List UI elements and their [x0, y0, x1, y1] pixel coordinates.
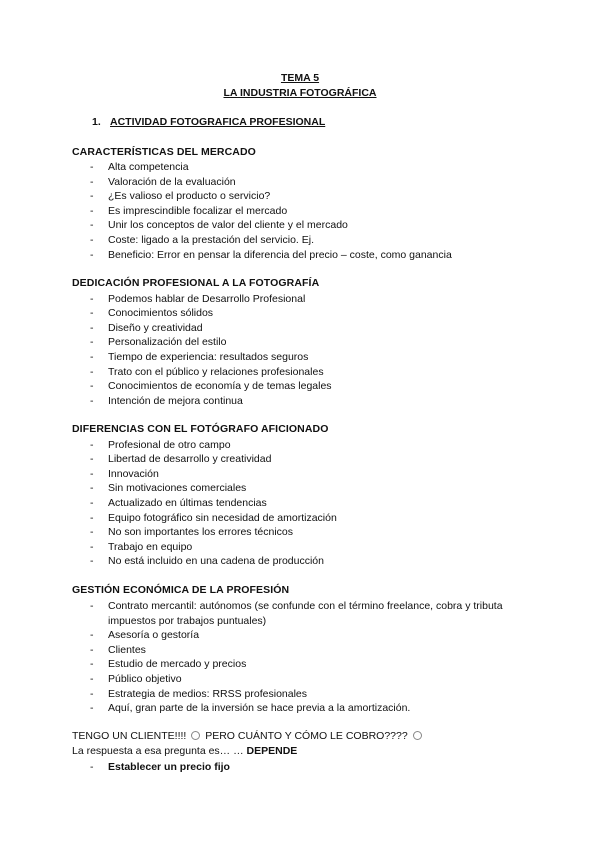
closing-text-c: La respuesta a esa pregunta es… …: [72, 745, 244, 757]
section-title: ACTIVIDAD FOTOGRAFICA PROFESIONAL: [110, 116, 326, 128]
document-page: TEMA 5 LA INDUSTRIA FOTOGRÁFICA 1. ACTIVIDAD FOTOGRAFICA PROFESIONAL CARACTERÍSTICAS DEL MERCADO - Alta competencia - Valoración de la evaluación - ¿Es valioso el producto o servicio? - Es imprescindible focalizar el mercado - Unir los conceptos de valor del cliente y el mercado - Coste: ligado a la prestación del servicio. Ej. - Beneficio: Error en pensar la diferencia del precio – coste, como ganancia DEDICACIÓN PROFESIONAL A LA FOTOGRAFÍA - Podemos hablar de Desarrollo Profesional - Conocimientos sólidos - Diseño y creatividad - Personalización del estilo - Tiempo de experiencia: resultados seguros - Trato con el público y relaciones profesionales - Conocimientos de economía y de temas legales - Intención de mejora continua DIFERENCIAS CON EL FOTÓGRAFO AFICIONADO - Profesional de otro campo - Libertad de desarrollo y creatividad - Innovación - Sin motivaciones comerciales - Actualizado en últimas tendencias - Equipo fotográfico sin necesidad de amortización - No son importantes los errores técnicos - Trabajo en equipo - No está incluido en una cadena de producción GESTIÓN ECONÓMICA DE LA PROFESIÓN - Contrato mercantil: autónomos (se confunde con el término freelance, cobra y tributa impuestos por trabajos puntuales) - Asesoría o gestoría - Clientes - Estudio de mercado y precios - Público objetivo - Estrategia de medios: RRSS profesionales - Aquí, gran parte de la inversión se hace previa a la amortización. TENGO UN CLIENTE!!!! PERO CUÁNTO Y CÓMO LE COBRO???? La respuesta a esa pregunta es… … DEPENDE - Establecer un precio fijo: [0, 0, 600, 848]
heading-mercado: CARACTERÍSTICAS DEL MERCADO: [72, 146, 256, 158]
section-1-heading: [92, 116, 325, 128]
smiley-icon: [191, 731, 200, 740]
closing-emphasis: DEPENDE: [246, 745, 298, 757]
closing-line-1: [72, 730, 424, 742]
heading-diferencias: DIFERENCIAS CON EL FOTÓGRAFO AFICIONADO: [72, 423, 329, 435]
section-number: 1.: [92, 116, 101, 128]
heading-dedicacion: DEDICACIÓN PROFESIONAL A LA FOTOGRAFÍA: [72, 277, 320, 289]
smiley-icon: [413, 731, 422, 740]
heading-gestion: GESTIÓN ECONÓMICA DE LA PROFESIÓN: [72, 584, 290, 596]
closing-text-a: TENGO UN CLIENTE!!!!: [72, 730, 187, 742]
closing-line-2: [72, 745, 297, 757]
closing-text-b: PERO CUÁNTO Y CÓMO LE COBRO????: [205, 730, 408, 742]
tema-subtitle: LA INDUSTRIA FOTOGRÁFICA: [223, 87, 377, 99]
tema-title: TEMA 5: [280, 72, 320, 84]
